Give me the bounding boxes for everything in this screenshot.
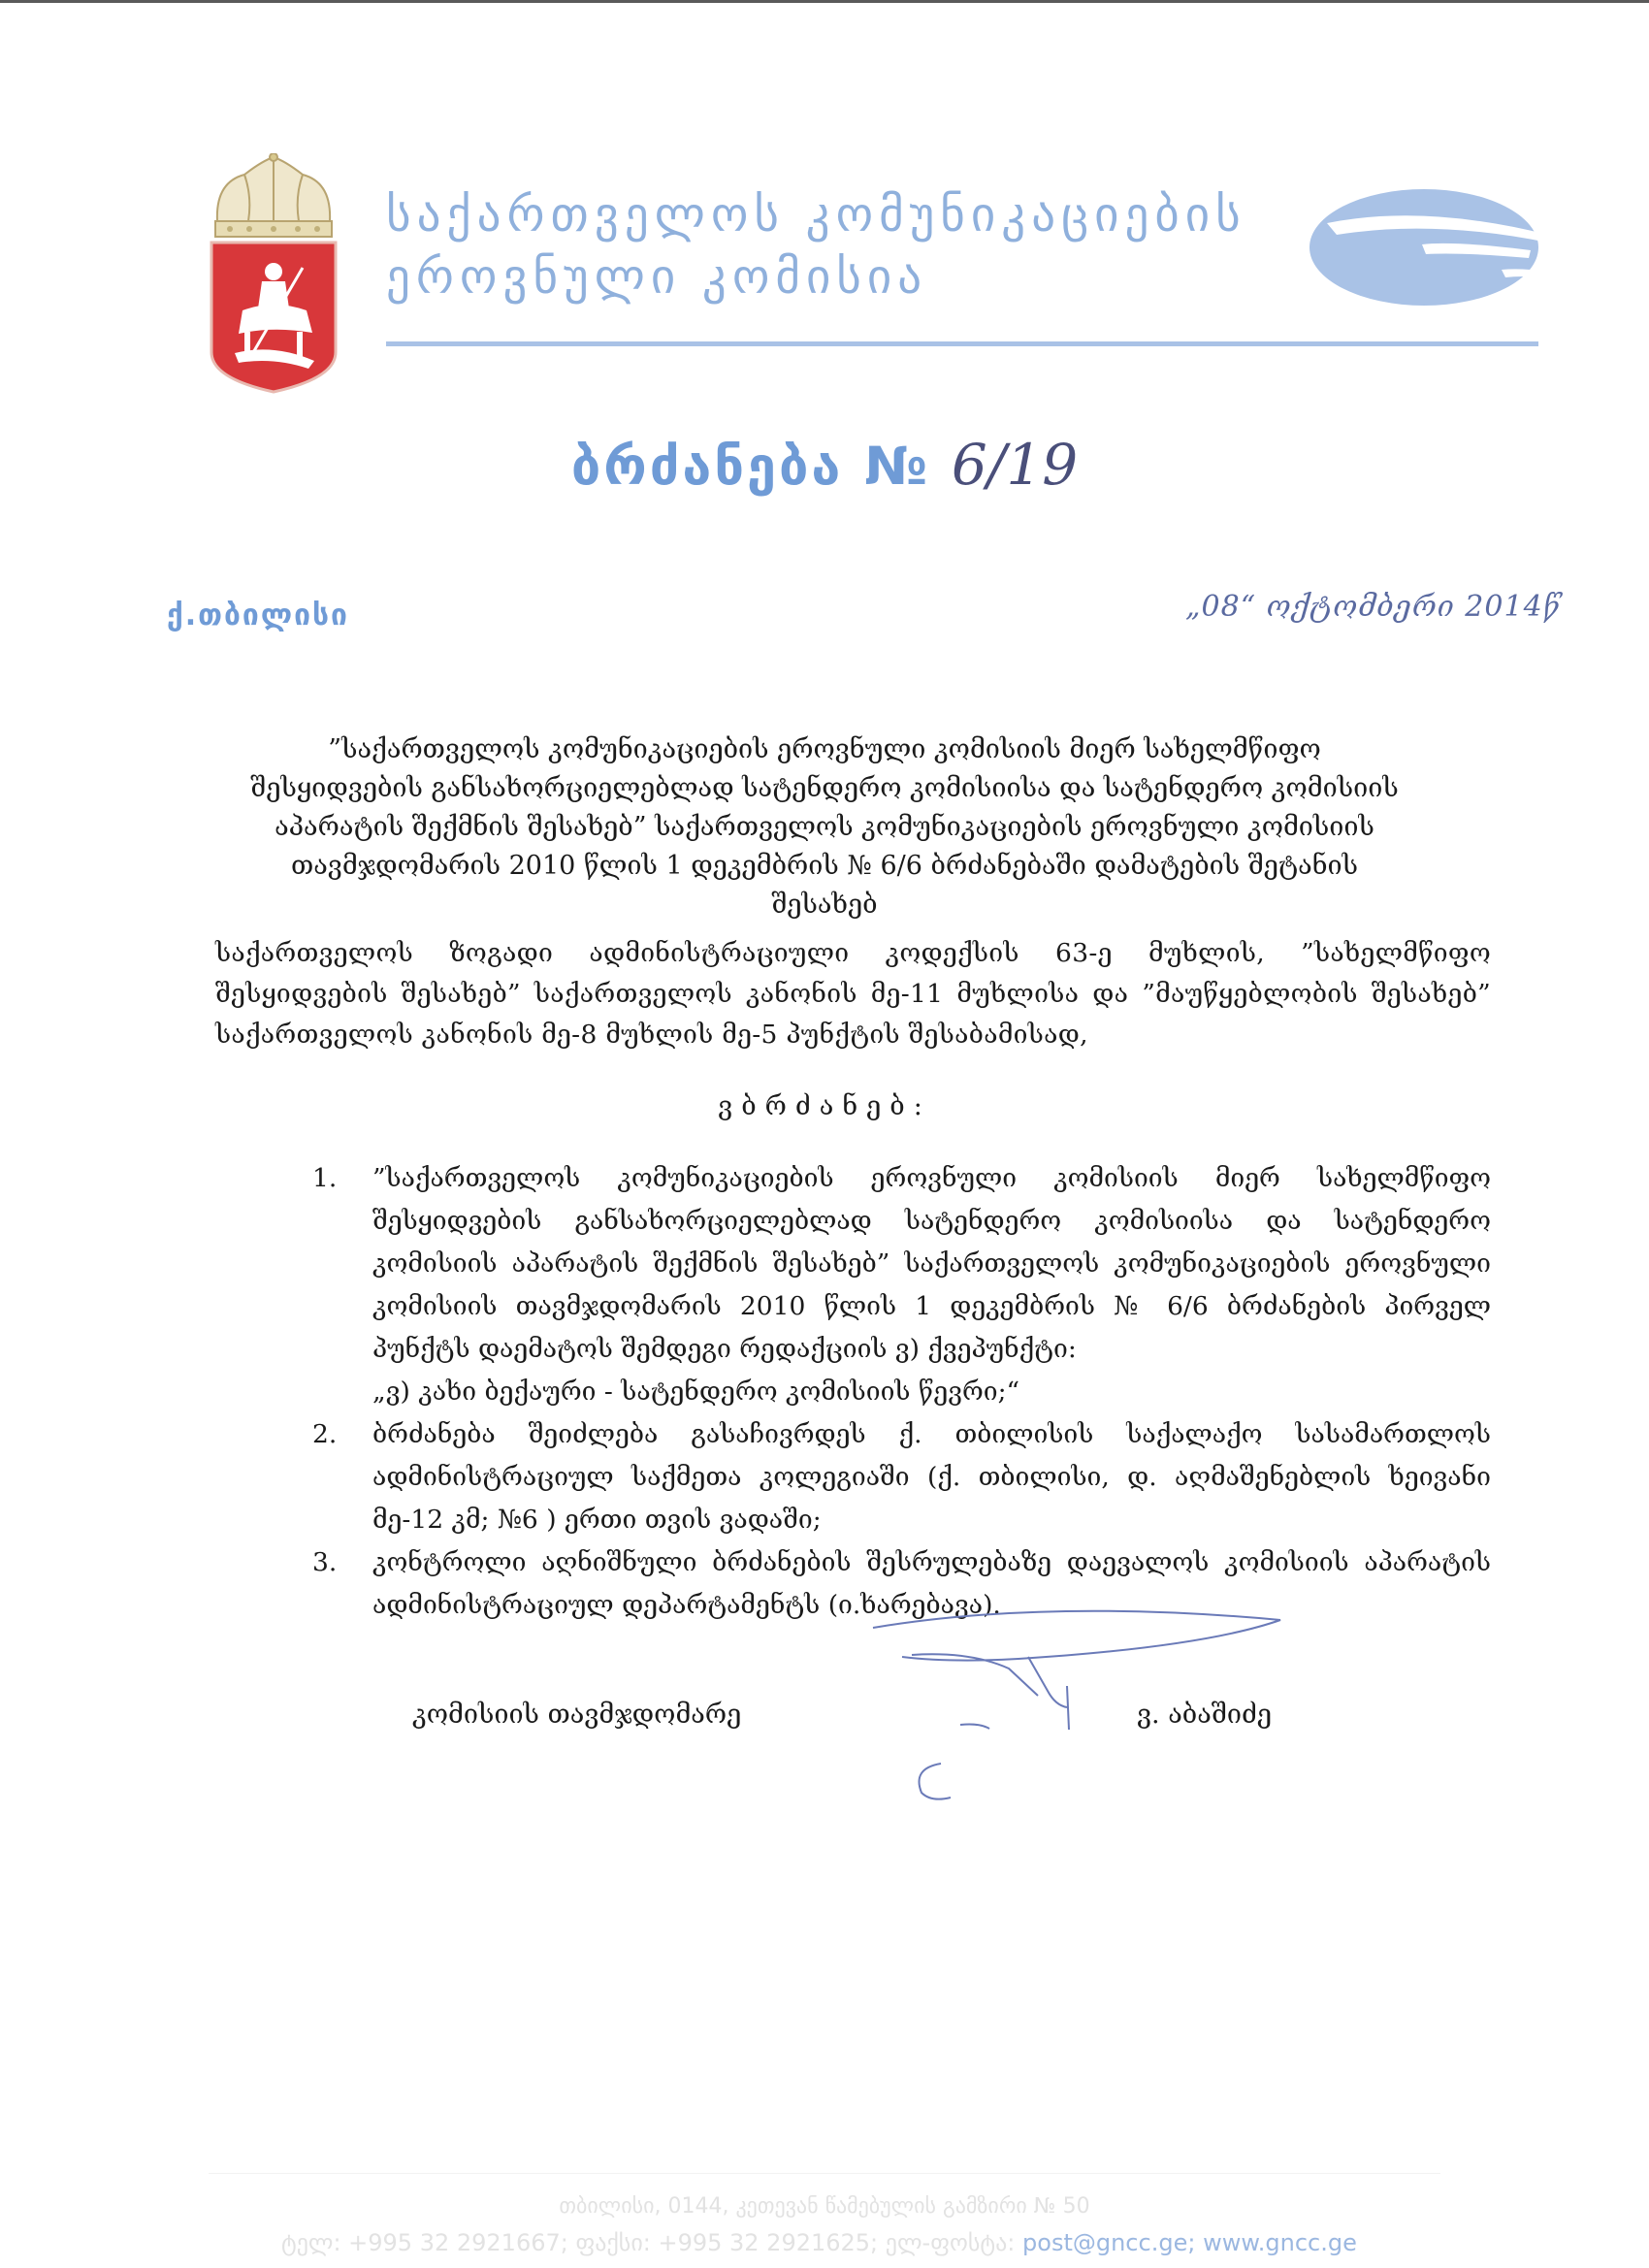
order-title-label: ბრძანება №: [570, 436, 931, 497]
order-item-text: ”საქართველოს კომუნიკაციების ეროვნული კომისიის მიერ სახელმწიფო შესყიდვების განსახორციელებლად სატენდერო კომისიისა და სატენდერო კომისიის აპარატის შექმნის შესახებ” საქართველოს კომუნიკაციების ეროვნული კომისიის თავმჯდომარის 2010 წლის 1 დეკემბრის № 6/6 ბრძანების პირველ პუნქტს დაემატოს შემდეგი რედაქციის ვ) ქვეპუნქტი:: [372, 1163, 1491, 1364]
orders-heading: ვბრძანებ:: [718, 1091, 931, 1121]
coat-of-arms-icon: [206, 153, 341, 396]
order-item-quote: „ვ) კახი ბექაური - სატენდერო კომისიის წევრი;“: [372, 1377, 1020, 1407]
organization-name-line2: ეროვნული კომისია: [386, 249, 928, 305]
preamble: საქართველოს ზოგადი ადმინისტრაციული კოდექსის 63-ე მუხლის, ”სახელმწიფო შესყიდვების შესახებ” საქართველოს კანონის მე-11 მუხლისა და ”მაუწყებლობის შესახებ” საქართველოს კანონის მე-8 მუხლის მე-5 პუნქტის შესაბამისად,: [215, 938, 1491, 1050]
footer-fax: ფაქსი: +995 32 2921625;: [575, 2229, 879, 2256]
order-number: 6/19: [951, 432, 1079, 498]
footer-email[interactable]: post@gncc.ge;: [1022, 2229, 1196, 2256]
footer-address: თბილისი, 0144, კეთევან წამებულის გამზირი № 50: [559, 2194, 1090, 2219]
footer-phone: ტელ: +995 32 2921667;: [281, 2229, 568, 2256]
header-divider: [386, 341, 1538, 346]
order-title: [0, 432, 1649, 498]
gncc-logo-icon: [1308, 184, 1548, 310]
order-item-number: 3.: [312, 1547, 338, 1577]
organization-name-line1: საქართველოს კომუნიკაციების: [386, 187, 1246, 243]
city-label: ქ.თბილისი: [167, 599, 349, 632]
order-date: „08“ ოქტომბერი 2014წ: [1185, 590, 1561, 624]
footer-contacts: [281, 2229, 1455, 2256]
footer-divider: [209, 2173, 1440, 2174]
order-item-text: კონტროლი აღნიშნული ბრძანების შესრულებაზე დაევალოს კომისიის აპარატის ადმინისტრაციულ დეპარტამენტს (ი.ხარებავა).: [372, 1547, 1491, 1620]
order-item: [312, 1413, 1491, 1541]
footer-email-label: ელ-ფოსტა:: [885, 2229, 1016, 2256]
organization-name: [386, 184, 1259, 308]
top-border: [0, 0, 1649, 3]
signer-name: ვ. აბაშიძე: [1137, 1700, 1272, 1730]
order-subject: ”საქართველოს კომუნიკაციების ეროვნული კომისიის მიერ სახელმწიფო შესყიდვების განსახორციელებლად სატენდერო კომისიისა და სატენდერო კომისიის აპარატის შექმნის შესახებ” საქართველოს კომუნიკაციების ეროვნული კომისიის თავმჯდომარის 2010 წლის 1 დეკემბრის № 6/6 ბრძანებაში დამატების შეტანის შესახებ: [250, 734, 1399, 920]
order-item-number: 1.: [312, 1163, 338, 1193]
signer-title: კომისიის თავმჯდომარე: [412, 1700, 742, 1730]
order-item-text: ბრძანება შეიძლება გასაჩივრდეს ქ. თბილისის საქალაქო სასამართლოს ადმინისტრაციულ საქმეთა კოლეგიაში (ქ. თბილისი, დ. აღმაშენებლის ხეივანი მე-12 კმ; №6 ) ერთი თვის ვადაში;: [372, 1419, 1491, 1535]
order-item: [312, 1157, 1491, 1413]
order-item-number: 2.: [312, 1419, 338, 1449]
order-items: [312, 1157, 1491, 1627]
footer-website[interactable]: www.gncc.ge: [1203, 2229, 1357, 2256]
